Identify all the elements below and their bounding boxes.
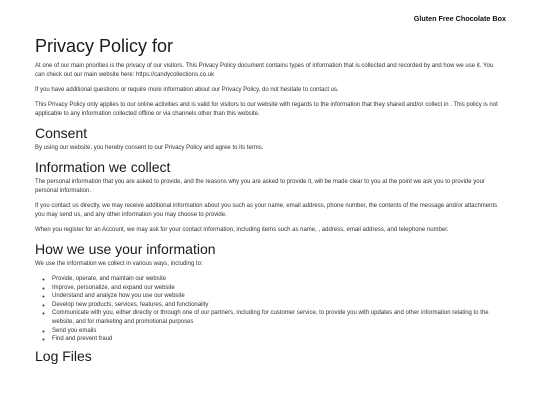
info-collect-heading: Information we collect <box>35 159 171 175</box>
info-collect-paragraph-1: The personal information that you are asked to provide, and the reasons why you are asked to provide it, will be made clear to you at the point we ask you to provide your personal information. <box>35 179 485 194</box>
site-brand-link[interactable]: Gluten Free Chocolate Box <box>413 14 506 23</box>
list-item: ◦ Send you emails <box>52 327 501 336</box>
consent-text: By using our website, you hereby consent to our Privacy Policy and agree to its terms. <box>35 145 264 151</box>
consent-heading: Consent <box>35 125 88 141</box>
how-use-lead: We use the information we collect in various ways, including to: <box>35 261 203 267</box>
log-files-heading: Log Files <box>35 347 92 364</box>
list-item: ◦ Find and prevent fraud <box>52 335 501 344</box>
intro-paragraph-3: This Privacy Policy only applies to our online activities and is valid for visitors to our website with regards to the information that they shared and/or collect in . This policy is not applicable to any information collected offline or via channels other than this website. <box>35 102 498 117</box>
list-item: ◦ Communicate with you, either directly or through one of our partners, including for customer service, to provide you with updates and other information relating to the website, and for marketing and promotional purposes <box>52 309 501 326</box>
info-collect-paragraph-3: When you register for an Account, we may ask for your contact information, including items such as name, , address, email address, and telephone number. <box>35 227 449 233</box>
how-use-list <box>35 275 501 344</box>
page-title: Privacy Policy for <box>35 36 174 56</box>
list-item: ◦ Provide, operate, and maintain our website <box>52 275 501 284</box>
intro-paragraph-2: If you have additional questions or require more information about our Privacy Policy, do not hesitate to contact us. <box>35 87 339 93</box>
info-collect-paragraph-2: If you contact us directly, we may receive additional information about you such as your name, email address, phone number, the contents of the message and/or attachments you may send us, and any other information you may choose to provide. <box>35 203 498 218</box>
list-item: ◦ Understand and analyze how you use our website <box>52 292 501 301</box>
list-item: ◦ Develop new products, services, features, and functionality <box>52 301 501 310</box>
site-header <box>0 0 540 26</box>
how-use-heading: How we use your information <box>35 241 216 257</box>
intro-paragraph-1: At one of our main priorities is the privacy of our visitors. This Privacy Policy document contains types of information that is collected and recorded by and how we use it. You can check out our main website here: https://candycollections.co.uk <box>35 63 494 78</box>
list-item: ◦ Improve, personalize, and expand our website <box>52 284 501 293</box>
policy-content <box>35 36 501 367</box>
